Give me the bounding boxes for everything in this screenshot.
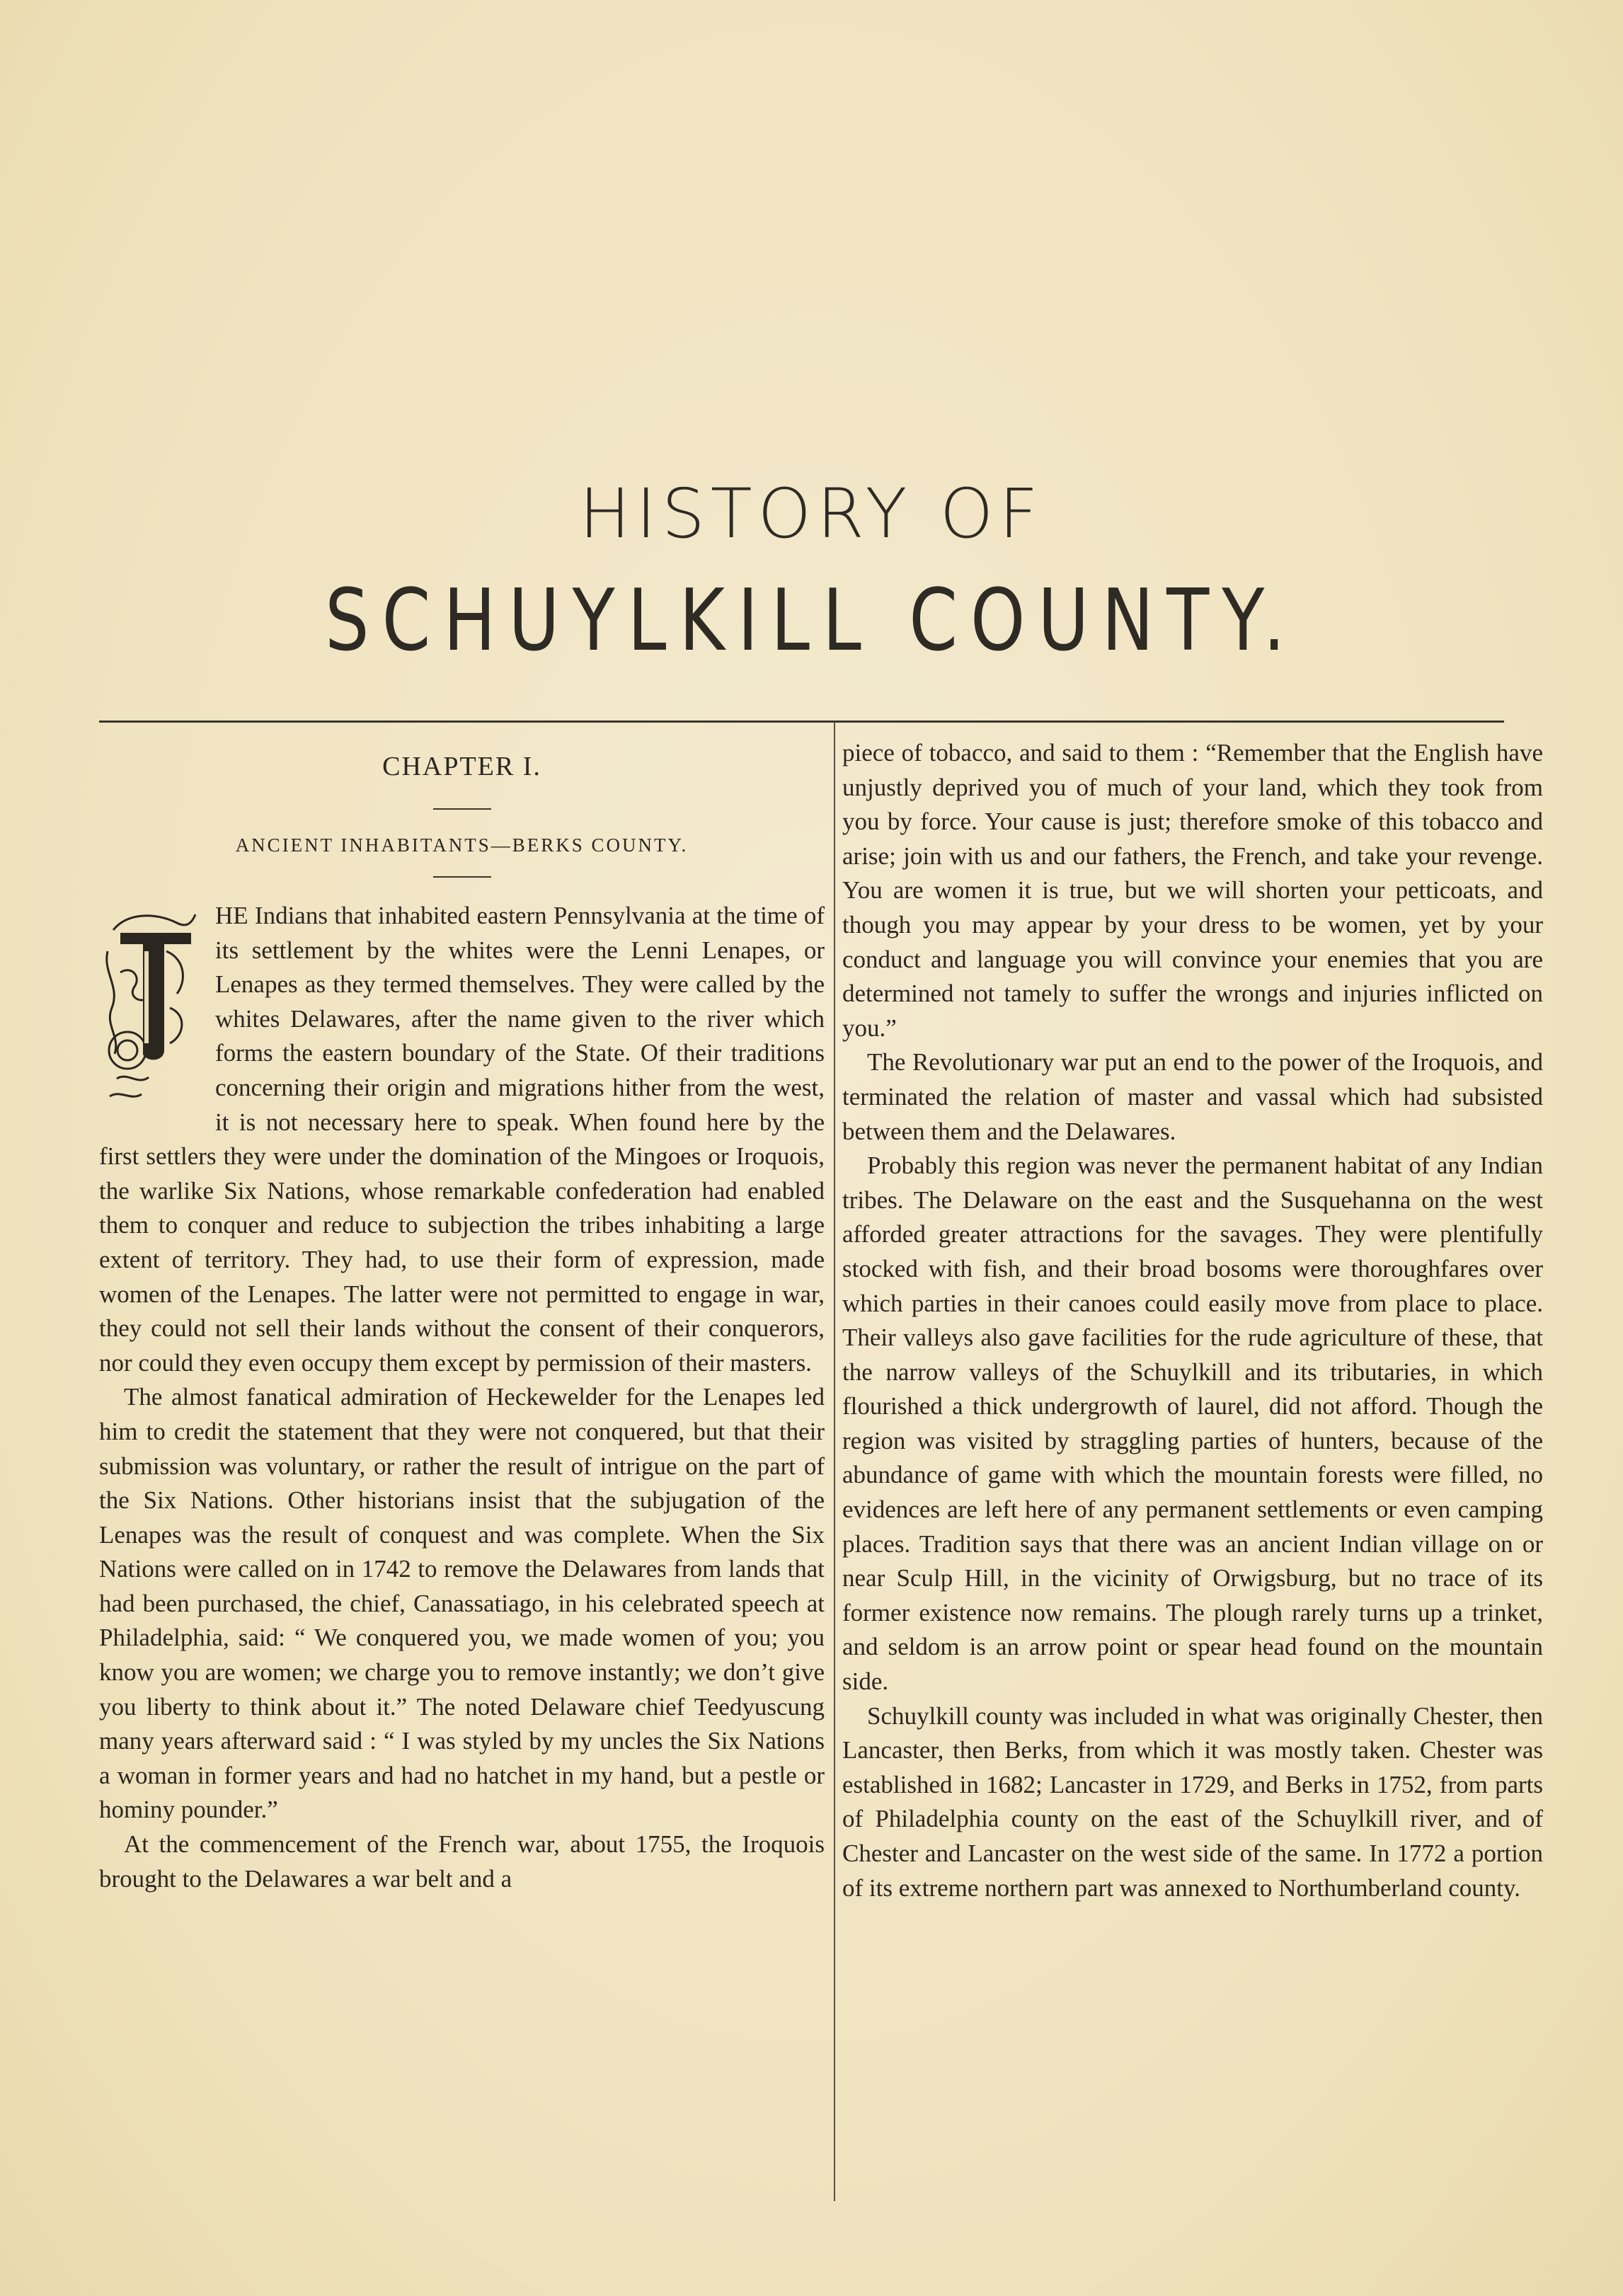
right-paragraph-2: The Revolutionary war put an end to the power of the Iroquois, and terminated the relation of master and vassal which had subsisted between them and the Delawares. (842, 1048, 1543, 1145)
column-divider (834, 722, 835, 2201)
right-paragraph-1: piece of tobacco, and said to them : “Remember that the English have unjustly deprived you of much of your land, which they took from you by force. Your cause is just; therefore smoke of this tobacco and arise; join with us and our fathers, the French, and take your revenge. You are women it is true, but we will shorten your petticoats, and though you may appear by your dress to be women, yet by your conduct and language you will convince your enemies that you are determined not tamely to suffer the wrongs and injuries inflicted on you.” (842, 739, 1543, 1042)
left-column (99, 736, 825, 1896)
title-schuylkill-county: SCHUYLKILL COUNTY. (325, 572, 1298, 670)
chapter-heading: CHAPTER I. (382, 752, 541, 781)
right-paragraph-3: Probably this region was never the permanent habitat of any Indian tribes. The Delaware on the east and the Susquehanna on the west afforded greater attractions for the savages. They were plentifully stocked with fish, and their broad bosoms were thoroughfares over which parties in their canoes could easily move from place to place. Their valleys also gave facilities for the rude agriculture of these, that the narrow valleys of the Schuylkill and its tributaries, in which flourished a thick undergrowth of laurel, did not afford. Though the region was visited by straggling parties of hunters, because of the abundance of game with which the mountain forests were filled, no evidences are left here of any permanent settlements or even camping places. Tradition says that there was an ancient Indian village on or near Sculp Hill, in the vicinity of Orwigsburg, but no trace of its former existence now remains. The plough rarely turns up a trinket, and seldom is an arrow point or spear head found on the mountain side. (842, 1152, 1543, 1696)
left-paragraph-3: At the commencement of the French war, about 1755, the Iroquois brought to the Delawares a war belt and a (99, 1830, 825, 1893)
chapter-rule-2 (433, 876, 491, 878)
chapter-subtitle: ANCIENT INHABITANTS—BERKS COUNTY. (235, 834, 689, 856)
right-column (842, 736, 1543, 1905)
ornamental-initial-t-icon (99, 909, 198, 1106)
left-paragraph-1: HE Indians that inhabited eastern Pennsylvania at the time of its settlement by the whites were the Lenni Lenapes, or Lenapes as they termed themselves. They were called by the whites Delawares, after the name given to the river which forms the eastern boundary of the State. Of their traditions concerning their origin and migrations hither from the west, it is not necessary here to speak. When found here by the first settlers they were under the domination of the Mingoes or Iroquois, the warlike Six Nations, whose remarkable confederation had enabled them to conquer and reduce to subjection the tribes inhabiting a large extent of territory. They had, to use their form of expression, made women of the Lenapes. The latter were not permitted to engage in war, they could not sell their lands without the consent of their conquerors, nor could they even occupy them except by permission of their masters. (99, 902, 825, 1377)
chapter-rule-1 (433, 808, 491, 810)
title-history-of: HISTORY OF (579, 474, 1044, 553)
left-paragraph-2: The almost fanatical admiration of Heckewelder for the Lenapes led him to credit the statement that they were not conquered, but that their submission was voluntary, or rather the result of intrigue on the part of the Six Nations. Other historians insist that the subjugation of the Lenapes was the result of conquest and was complete. When the Six Nations were called on in 1742 to remove the Delawares from lands that had been purchased, the chief, Canassatiago, in his celebrated speech at Philadelphia, said: “ We conquered you, we made women of you; you know you are women; we charge you to remove instantly; we don’t give you liberty to think about it.” The noted Delaware chief Teedyuscung many years afterward said : “ I was styled by my uncles the Six Nations a woman in former years and had no hatchet in my hand, but a pestle or hominy pounder.” (99, 1383, 825, 1824)
right-paragraph-4: Schuylkill county was included in what was originally Chester, then Lancaster, then Berks, from which it was mostly taken. Chester was established in 1682; Lancaster in 1729, and Berks in 1752, from parts of Philadelphia county on the east of the Schuylkill river, and of Chester and Lancaster on the west side of the same. In 1772 a portion of its extreme northern part was annexed to Northumberland county. (842, 1701, 1543, 1902)
header-rule (99, 721, 1504, 723)
drop-cap (99, 909, 205, 1106)
